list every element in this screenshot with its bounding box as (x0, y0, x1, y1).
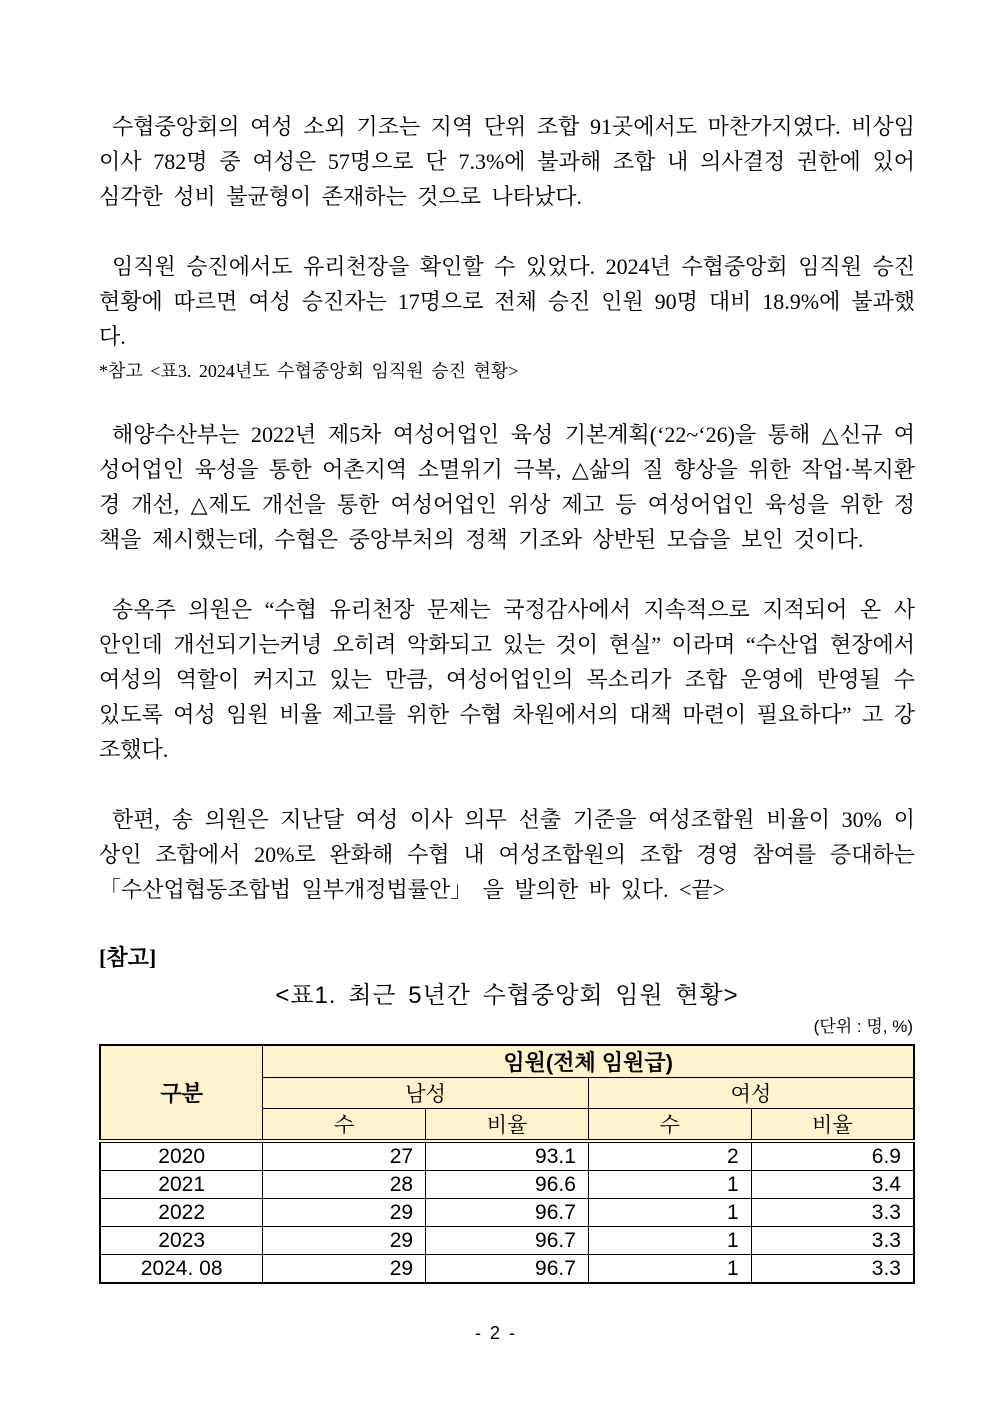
header-cell-female-ratio: 비율 (751, 1109, 914, 1142)
cell-year: 2022 (100, 1199, 263, 1227)
cell-female-count: 1 (588, 1227, 751, 1255)
header-cell-female-count: 수 (588, 1109, 751, 1142)
table1-unit-note: (단위 : 명, %) (813, 1017, 913, 1036)
table1 (99, 1044, 915, 1284)
table1-title: <표1. 최근 5년간 수협중앙회 임원 현황> (275, 982, 739, 1009)
table1-body (100, 1141, 914, 1283)
cell-male-count: 29 (263, 1227, 426, 1255)
cell-male-ratio: 96.7 (426, 1199, 589, 1227)
document-content (99, 0, 915, 1284)
table1-header (100, 1045, 914, 1141)
header-cell-male-ratio: 비율 (426, 1109, 589, 1142)
cell-male-count: 29 (263, 1199, 426, 1227)
body-paragraph-1: 수협중앙회의 여성 소외 기조는 지역 단위 조합 91곳에서도 마찬가지였다. 비상임이사 782명 중 여성은 57명으로 단 7.3%에 불과해 조합 내 의사결정 권한에 있어 심각한 성비 불균형이 존재하는 것으로 나타났다. (99, 114, 915, 209)
cell-male-ratio: 96.7 (426, 1255, 589, 1284)
header-cell-male-count: 수 (263, 1109, 426, 1142)
cell-male-ratio: 96.6 (426, 1171, 589, 1199)
cell-female-ratio: 3.3 (751, 1199, 914, 1227)
header-cell-top: 임원(전체 임원급) (263, 1045, 914, 1078)
cell-male-count: 29 (263, 1255, 426, 1284)
cell-male-count: 28 (263, 1171, 426, 1199)
cell-male-ratio: 93.1 (426, 1141, 589, 1171)
page-number: - 2 - (474, 1323, 517, 1343)
cell-year: 2023 (100, 1227, 263, 1255)
footnote: *참고 <표3. 2024년도 수협중앙회 임직원 승진 현황> (99, 361, 519, 381)
header-cell-group: 구분 (100, 1045, 263, 1141)
cell-female-ratio: 3.3 (751, 1227, 914, 1255)
cell-female-ratio: 3.3 (751, 1255, 914, 1284)
cell-female-ratio: 3.4 (751, 1171, 914, 1199)
cell-female-count: 2 (588, 1141, 751, 1171)
cell-female-count: 1 (588, 1171, 751, 1199)
reference-heading: [참고] (99, 945, 157, 970)
table-row (100, 1141, 914, 1171)
cell-male-count: 27 (263, 1141, 426, 1171)
header-cell-female: 여성 (588, 1078, 914, 1109)
table-row (100, 1227, 914, 1255)
cell-year: 2020 (100, 1141, 263, 1171)
header-cell-male: 남성 (263, 1078, 589, 1109)
cell-male-ratio: 96.7 (426, 1227, 589, 1255)
table-row (100, 1171, 914, 1199)
body-paragraph-3: 해양수산부는 2022년 제5차 여성어업인 육성 기본계획(‘22~‘26)을 통해 △신규 여성어업인 육성을 통한 어촌지역 소멸위기 극복, △삶의 질 향상을 위한 작업·복지환경 개선, △제도 개선을 통한 여성어업인 위상 제고 등 여성어업인 육성을 위한 정책을 제시했는데, 수협은 중앙부처의 정책 기조와 상반된 모습을 보인 것이다. (99, 422, 915, 552)
body-paragraph-5: 한편, 송 의원은 지난달 여성 이사 의무 선출 기준을 여성조합원 비율이 30% 이상인 조합에서 20%로 완화해 수협 내 여성조합원의 조합 경영 참여를 증대하는 「수산업협동조합법 일부개정법률안」 을 발의한 바 있다. <끝> (99, 807, 915, 902)
cell-female-count: 1 (588, 1255, 751, 1284)
cell-year: 2021 (100, 1171, 263, 1199)
table-row (100, 1199, 914, 1227)
cell-year: 2024. 08 (100, 1255, 263, 1284)
body-paragraph-2: 임직원 승진에서도 유리천장을 확인할 수 있었다. 2024년 수협중앙회 임직원 승진 현황에 따르면 여성 승진자는 17명으로 전체 승진 인원 90명 대비 18.9%에 불과했다. (99, 254, 915, 349)
cell-female-count: 1 (588, 1199, 751, 1227)
table-row (100, 1255, 914, 1284)
body-paragraph-4: 송옥주 의원은 “수협 유리천장 문제는 국정감사에서 지속적으로 지적되어 온 사안인데 개선되기는커녕 오히려 악화되고 있는 것이 현실” 이라며 “수산업 현장에서 여성의 역할이 커지고 있는 만큼, 여성어업인의 목소리가 조합 운영에 반영될 수 있도록 여성 임원 비율 제고를 위한 수협 차원에서의 대책 마련이 필요하다” 고 강조했다. (99, 597, 915, 762)
cell-female-ratio: 6.9 (751, 1141, 914, 1171)
